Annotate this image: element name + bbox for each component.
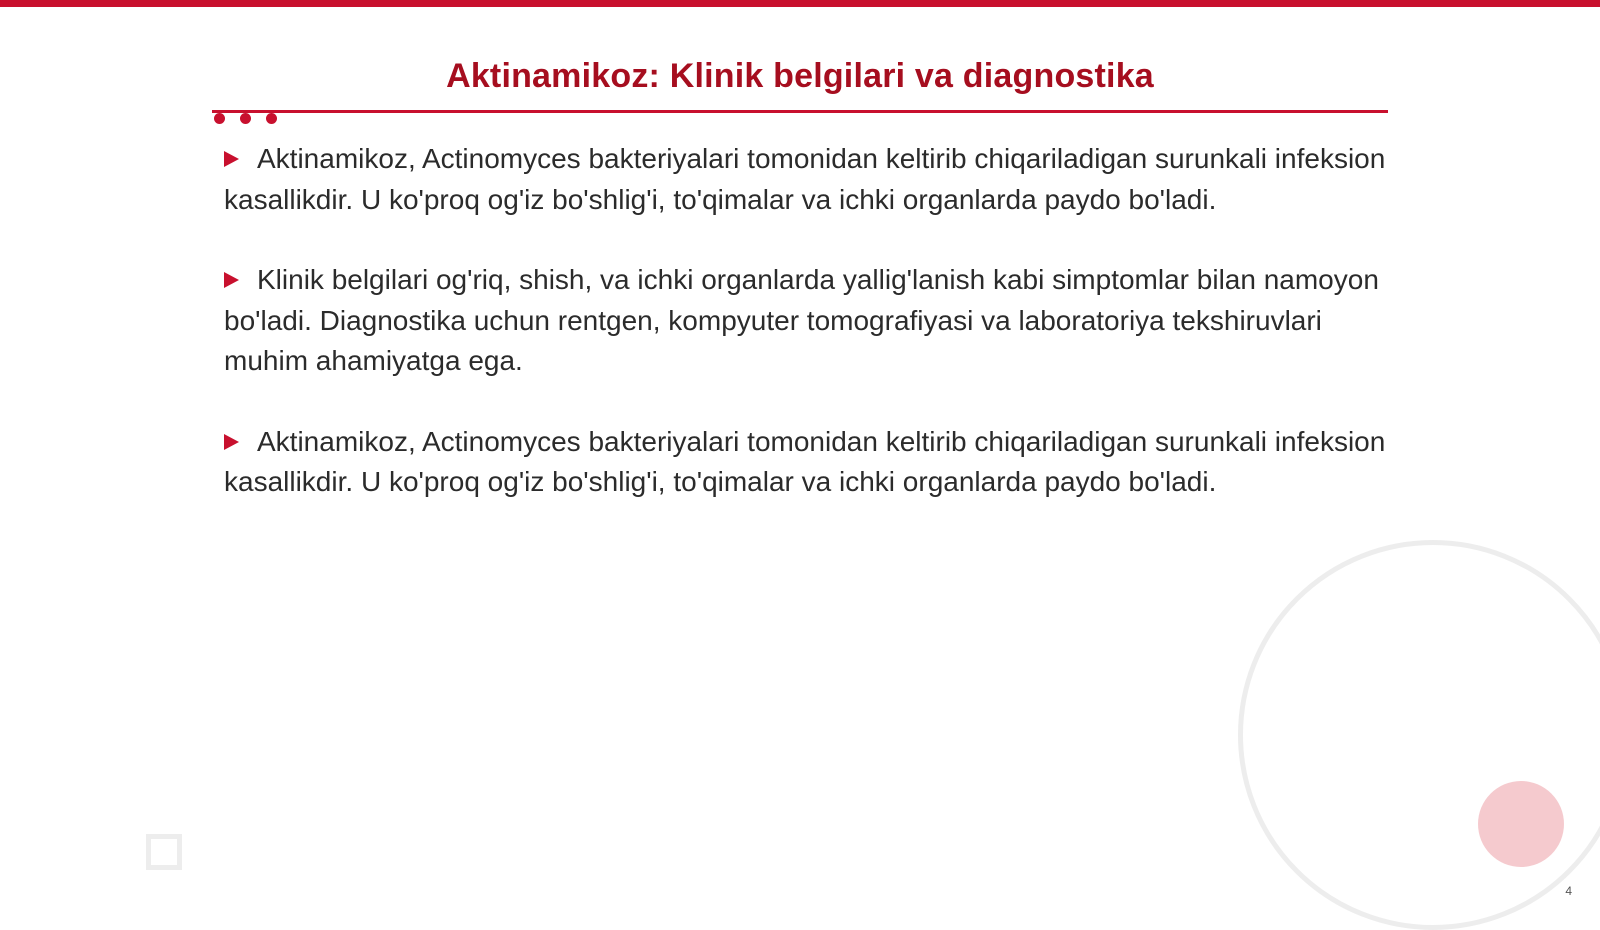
page-number: 4 <box>1565 884 1572 898</box>
bullet-text: Aktinamikoz, Actinomyces bakteriyalari tomonidan keltirib chiqariladigan surunkali infeksion kasallikdir. U ko'proq og'iz bo'shlig'i, to'qimalar va ichki organlarda paydo bo'ladi. <box>224 425 1386 497</box>
title-underline <box>212 110 1388 113</box>
decorative-ring <box>1238 540 1600 930</box>
triangle-right-icon <box>224 151 239 167</box>
decorative-dot <box>214 113 225 124</box>
decorative-dot <box>266 113 277 124</box>
bullet-item <box>224 139 1394 220</box>
bullet-text: Klinik belgilari og'riq, shish, va ichki organlarda yallig'lanish kabi simptomlar bilan namoyon bo'ladi. Diagnostika uchun rentgen, kompyuter tomografiyasi va laboratoriya tekshiruvlari muhim ahamiyatga ega. <box>224 264 1379 376</box>
top-accent-bar <box>0 0 1600 7</box>
triangle-right-icon <box>224 434 239 450</box>
bullet-text: Aktinamikoz, Actinomyces bakteriyalari tomonidan keltirib chiqariladigan surunkali infeksion kasallikdir. U ko'proq og'iz bo'shlig'i, to'qimalar va ichki organlarda paydo bo'ladi. <box>224 143 1386 215</box>
decorative-dot <box>240 113 251 124</box>
decorative-square <box>146 834 182 870</box>
bullet-item <box>224 260 1394 382</box>
decorative-pink-circle <box>1478 781 1564 867</box>
bullet-item <box>224 422 1394 503</box>
bullet-list <box>224 139 1394 543</box>
triangle-right-icon <box>224 272 239 288</box>
slide-title: Aktinamikoz: Klinik belgilari va diagnostika <box>446 57 1154 95</box>
